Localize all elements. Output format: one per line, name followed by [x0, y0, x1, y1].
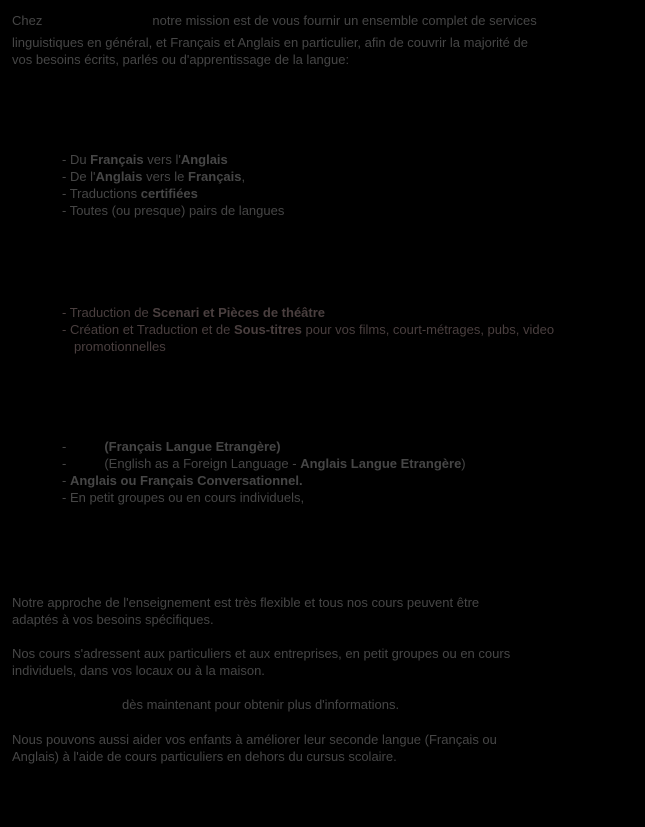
- list-item-continuation: promotionnelles: [74, 339, 166, 354]
- list-item: - De l'Anglais vers le Français,: [62, 169, 246, 184]
- intro-line-2: linguistiques en général, et Français et Anglais en particulier, afin de couvrir la majorité de: [12, 35, 528, 50]
- list-item: - En petit groupes ou en cours individuels,: [62, 490, 305, 505]
- intro-line-1: Chez notre mission est de vous fournir un ensemble complet de services: [12, 13, 537, 28]
- list-item: - Traduction de Scenari et Pièces de théâtre: [62, 305, 326, 320]
- list-item: - Du Français vers l'Anglais: [62, 152, 228, 167]
- list-item: - Toutes (ou presque) pairs de langues: [62, 203, 285, 218]
- intro-line-3: vos besoins écrits, parlés ou d'apprentissage de la langue:: [12, 52, 350, 67]
- list-item: - (English as a Foreign Language - Anglais Langue Etrangère): [62, 456, 466, 471]
- contact-line: dès maintenant pour obtenir plus d'informations.: [122, 697, 400, 712]
- list-item: - (Français Langue Etrangère): [62, 439, 281, 454]
- list-item: - Création et Traduction et de Sous-titres pour vos films, court-métrages, pubs, video: [62, 322, 555, 337]
- list-item: - Anglais ou Français Conversationnel.: [62, 473, 303, 488]
- list-item: - Traductions certifiées: [62, 186, 198, 201]
